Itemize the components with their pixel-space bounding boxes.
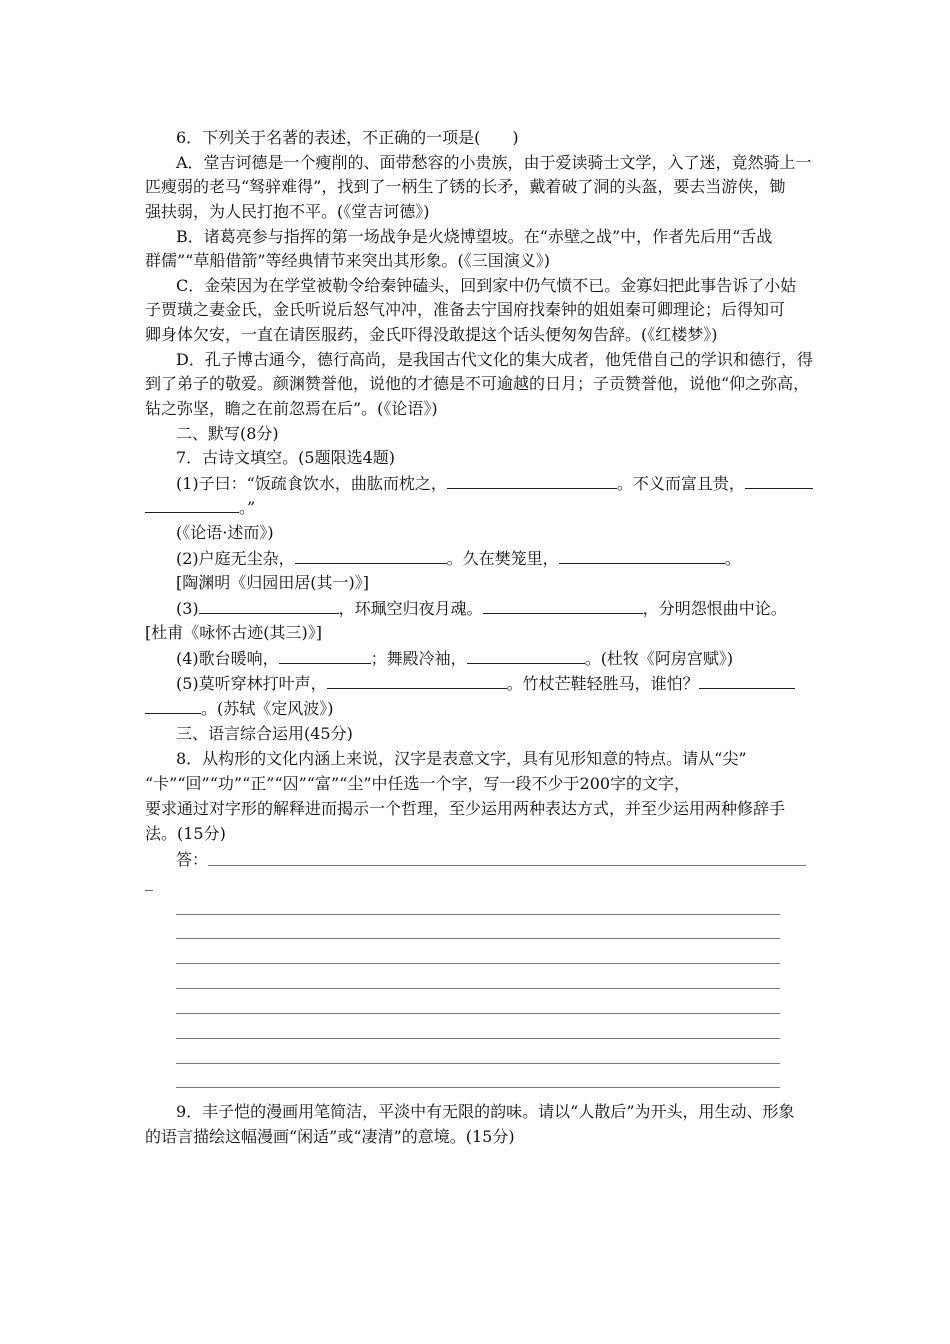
q7-part1-blank-2b[interactable] bbox=[145, 498, 239, 513]
q7-part2-source: [陶渊明《归园田居(其一)》] bbox=[176, 573, 369, 592]
q7-part1-source: (《论语·述而》) bbox=[176, 523, 274, 542]
q7-part1-line-2 bbox=[145, 496, 255, 520]
q7-part3-blank-2[interactable] bbox=[483, 599, 643, 614]
q9-line-1: 9．丰子恺的漫画用笔简洁，平淡中有无限的韵味。请以“人散后”为开头，用生动、形象 bbox=[176, 1102, 795, 1121]
q6-option-a-line-1: A．堂吉诃德是一个瘦削的、面带愁容的小贵族，由于爱读骑士文学，入了迷，竟然骑上一 bbox=[176, 153, 812, 172]
q7-part4-text-b: ；舞殿冷袖， bbox=[370, 649, 467, 668]
q7-stem: 7．古诗文填空。(5题限选4题) bbox=[176, 448, 396, 467]
q8-line-4: 法。(15分) bbox=[145, 824, 226, 843]
q7-part3-text-b: ，环珮空归夜月魂。 bbox=[338, 599, 483, 618]
q6-option-a-line-3: 强扶弱，为人民打抱不平。(《堂吉诃德》) bbox=[145, 202, 430, 221]
q7-part2-text-a: (2)户庭无尘杂， bbox=[176, 549, 295, 568]
q8-answer-line-6[interactable] bbox=[176, 1038, 780, 1039]
q8-line-1: 8．从构形的文化内涵上来说，汉字是表意文字，具有见形知意的特点。请从“尖” bbox=[176, 749, 747, 768]
q7-part4-text-c: 。(杜牧《阿房宫赋》) bbox=[584, 649, 734, 668]
q7-part5-blank-2b[interactable] bbox=[145, 699, 201, 714]
q9-line-2: 的语言描绘这幅漫画“闲适”或“凄清”的意境。(15分) bbox=[145, 1127, 515, 1146]
q7-part3-source: [杜甫《咏怀古迹(其三)》] bbox=[145, 623, 322, 642]
q8-answer-line-4[interactable] bbox=[176, 988, 780, 989]
q7-part2-text-b: 。久在樊笼里， bbox=[446, 549, 559, 568]
q7-part4-text-a: (4)歌台暖响， bbox=[176, 649, 279, 668]
q7-part2-line bbox=[176, 547, 741, 571]
q7-part1-text-b: 。不义而富且贵， bbox=[616, 474, 745, 493]
q6-option-a-line-2: 匹瘦弱的老马“驽骍难得”，找到了一柄生了锈的长矛，戴着破了洞的头盔，要去当游侠，锄 bbox=[145, 177, 786, 196]
q7-part1-blank-2a[interactable] bbox=[745, 474, 813, 489]
q7-part2-blank-1[interactable] bbox=[295, 549, 447, 564]
q7-part3-blank-1[interactable] bbox=[199, 599, 339, 614]
section-2-heading: 二、默写(8分) bbox=[176, 424, 279, 443]
q6-option-d-line-2: 到了弟子的敬爱。颜渊赞誉他，说他的才德是不可逾越的日月；子贡赞誉他，说他“仰之弥高， bbox=[145, 374, 810, 393]
q8-line-3: 要求通过对字形的解释进而揭示一个哲理，至少运用两种表达方式，并至少运用两种修辞手 bbox=[145, 799, 786, 818]
q8-answer-line-5[interactable] bbox=[176, 1013, 780, 1014]
q8-line-2: “卡”“回”“功”“正”“囚”“富”“尘”中任选一个字，写一段不少于200字的文字， bbox=[145, 774, 691, 793]
q6-option-b-line-1: B．诸葛亮参与指挥的第一场战争是火烧博望坡。在“赤壁之战”中，作者先后用“舌战 bbox=[176, 227, 773, 246]
q8-answer-line-2[interactable] bbox=[176, 938, 780, 939]
q6-option-d-line-3: 钻之弥坚，瞻之在前忽焉在后”。(《论语》) bbox=[145, 399, 438, 418]
q8-answer-line-1[interactable] bbox=[176, 914, 780, 915]
q7-part4-blank-1[interactable] bbox=[279, 649, 371, 664]
q7-part1-text-a: (1)子曰：“饭疏食饮水，曲肱而枕之， bbox=[176, 474, 447, 493]
section-3-heading: 三、语言综合运用(45分) bbox=[176, 724, 353, 743]
q8-answer-line-0[interactable] bbox=[208, 865, 806, 866]
q7-part3-text-a: (3) bbox=[176, 599, 199, 618]
q7-part5-line-2 bbox=[145, 697, 334, 721]
q6-option-c-line-2: 子贾璜之妻金氏，金氏听说后怒气冲冲，准备去宁国府找秦钟的姐姐秦可卿理论；后得知可 bbox=[145, 300, 786, 319]
q8-answer-line-8[interactable] bbox=[176, 1087, 780, 1088]
q6-option-b-line-2: 群儒”“草船借箭”等经典情节来突出其形象。(《三国演义》) bbox=[145, 251, 551, 270]
q8-answer-line-3[interactable] bbox=[176, 963, 780, 964]
q7-part1-text-c: 。” bbox=[239, 498, 256, 517]
q7-part2-blank-2[interactable] bbox=[559, 549, 725, 564]
q7-part5-text-c: 。(苏轼《定风波》) bbox=[201, 699, 334, 718]
q7-part5-text-b: 。竹杖芒鞋轻胜马，谁怕？ bbox=[506, 674, 699, 693]
q7-part5-text-a: (5)莫听穿林打叶声， bbox=[176, 674, 327, 693]
q8-answer-dash: _ bbox=[145, 872, 153, 891]
q7-part5-blank-1[interactable] bbox=[327, 674, 507, 689]
q8-answer-label: 答： bbox=[176, 850, 209, 869]
q6-option-d-line-1: D．孔子博古通今，德行高尚，是我国古代文化的集大成者，他凭借自己的学识和德行，得 bbox=[176, 350, 813, 369]
q7-part1-blank-1[interactable] bbox=[447, 474, 617, 489]
q7-part1-line bbox=[176, 472, 813, 496]
q7-part4-line bbox=[176, 647, 733, 671]
q8-answer-line-7[interactable] bbox=[176, 1063, 780, 1064]
q7-part5-blank-2a[interactable] bbox=[699, 674, 795, 689]
q6-option-c-line-1: C．金荣因为在学堂被勒令给秦钟磕头，回到家中仍气愤不已。金寡妇把此事告诉了小姑 bbox=[176, 276, 797, 295]
q7-part5-line bbox=[176, 672, 795, 696]
q7-part3-text-c: ，分明怨恨曲中论。 bbox=[642, 599, 787, 618]
q7-part2-text-c: 。 bbox=[724, 549, 741, 568]
q7-part4-blank-2[interactable] bbox=[467, 649, 585, 664]
q7-part3-line bbox=[176, 597, 787, 621]
q6-stem: 6．下列关于名著的表述，不正确的一项是( ) bbox=[176, 128, 519, 147]
q6-option-c-line-3: 卿身体欠安，一直在请医服药，金氏吓得没敢提这个话头便匆匆告辞。(《红楼梦》) bbox=[145, 325, 718, 344]
